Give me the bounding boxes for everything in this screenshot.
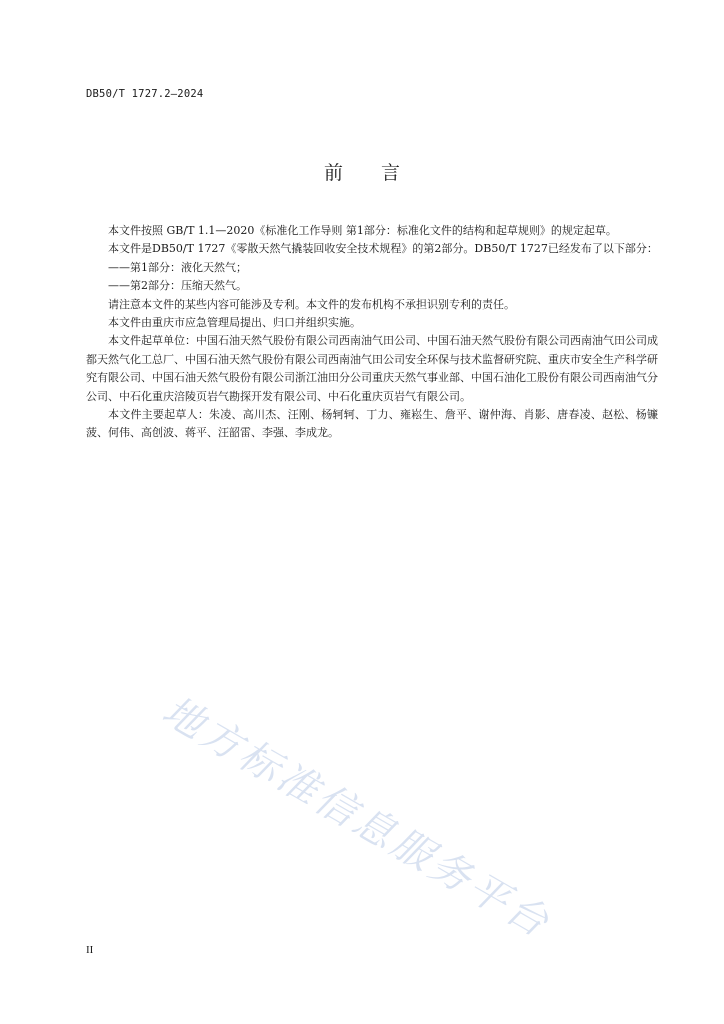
page-title — [0, 158, 724, 185]
list-item-part-1: ——第1部分：液化天然气； — [108, 260, 247, 274]
title-char-1: 前 — [323, 162, 343, 184]
foreword-body — [86, 222, 658, 443]
paragraph-drafting-rules: 本文件按照 GB/T 1.1—2020《标准化工作导则 第1部分：标准化文件的结构和起草规则》的规定起草。 — [108, 224, 617, 237]
paragraph-standard-parts: 本文件是DB50/T 1727《零散天然气撬装回收安全技术规程》的第2部分。DB50/T 1727已经发布了以下部分： — [108, 242, 658, 256]
page-number: II — [86, 944, 94, 956]
title-char-2: 言 — [381, 162, 401, 184]
paragraph-patent-notice: 请注意本文件的某些内容可能涉及专利。本文件的发布机构不承担识别专利的责任。 — [108, 297, 515, 311]
document-code: DB50/T 1727.2—2024 — [86, 88, 204, 100]
paragraph-proposer: 本文件由重庆市应急管理局提出、归口并组织实施。 — [108, 316, 361, 330]
list-item-part-2: ——第2部分：压缩天然气。 — [108, 279, 247, 293]
paragraph-drafters: 本文件主要起草人：朱凌、高川杰、汪刚、杨轲轲、丁力、雍崧生、詹平、谢仲海、肖影、唐春凌、赵松、杨镰菠、何伟、高创波、蒋平、汪韶雷、李强、李成龙。 — [86, 408, 658, 440]
paragraph-drafting-units: 本文件起草单位：中国石油天然气股份有限公司西南油气田公司、中国石油天然气股份有限公司西南油气田公司成都天然气化工总厂、中国石油天然气股份有限公司西南油气田公司安全环保与技术监督研究院、重庆市安全生产科学研究有限公司、中国石油天然气股份有限公司浙江油田分公司重庆天然气事业部、中国石油化工股份有限公司西南油气分公司、中石化重庆涪陵页岩气勘探开发有限公司、中石化重庆页岩气有限公司。 — [86, 334, 658, 403]
watermark: 地方标准信息服务平台 — [154, 687, 559, 948]
